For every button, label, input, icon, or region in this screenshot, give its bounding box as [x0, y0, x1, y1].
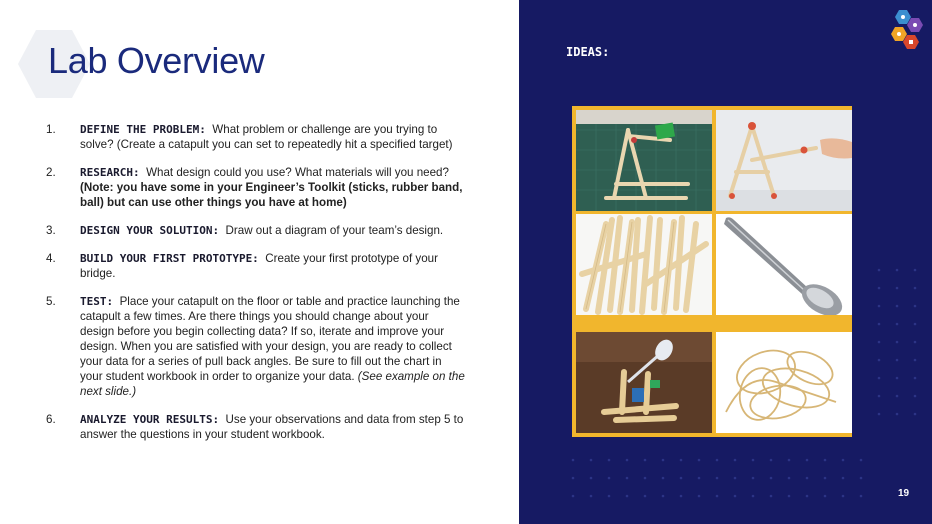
step-note: (See example on the next slide.)	[80, 370, 465, 398]
hexagon-logo-icon	[886, 8, 928, 56]
step-keyword: DEFINE THE PROBLEM:	[80, 123, 206, 136]
steps-list	[46, 122, 466, 455]
step-note: (Note: you have some in your Engineer’s Toolkit (sticks, rubber band, ball) but can use other things you have at home)	[80, 181, 463, 209]
step-text: Use your observations and data from step 5 to answer the questions in your student workbook.	[80, 413, 464, 441]
list-item: 6. ANALYZE YOUR RESULTS: Use your observations and data from step 5 to answer the questions in your student workbook.	[46, 413, 464, 441]
list-item: 5. TEST: Place your catapult on the floor or table and practice launching the catapult a few times. Are there things you should change about your design before you begin collecting data? If so, iterate and improve your design. When you are satisfied with your design, you are ready to collect your data for a series of pull back angles. Be sure to fill out the chart in your student workbook in order to organize your data. (See example on the next slide.)	[46, 295, 465, 398]
ideas-label: IDEAS:	[566, 45, 610, 59]
ideas-image-grid	[572, 106, 852, 437]
list-item: 1. DEFINE THE PROBLEM: What problem or challenge are you trying to solve? (Create a catapult you can set to repeatedly hit a specified target)	[46, 123, 453, 151]
step-text: Draw out a diagram of your team’s design.	[225, 224, 444, 237]
page-number: 19	[898, 488, 910, 499]
list-item: 2. RESEARCH: What design could you use? What materials will you need? (Note: you have some in your Engineer’s Toolkit (sticks, rubber band, ball) but can use other things you have at home)	[46, 166, 463, 209]
list-item: 4. BUILD YOUR FIRST PROTOTYPE: Create your first prototype of your bridge.	[46, 252, 438, 280]
image-spoon-catapult-with-clothespins	[576, 332, 712, 433]
step-text: What design could you use? What materials will you need?	[146, 166, 449, 179]
image-popsicle-stick-a-frame-catapult	[716, 110, 852, 211]
step-keyword: DESIGN YOUR SOLUTION:	[80, 224, 220, 237]
step-text: Create your first prototype of your bridge.	[80, 252, 438, 280]
step-keyword: BUILD YOUR FIRST PROTOTYPE:	[80, 252, 259, 265]
step-keyword: ANALYZE YOUR RESULTS:	[80, 413, 220, 426]
step-text: What problem or challenge are you trying to solve? (Create a catapult you can set to repeatedly hit a specified target)	[80, 123, 453, 151]
step-keyword: TEST:	[80, 295, 114, 308]
page-title: Lab Overview	[48, 40, 265, 81]
image-craft-sticks	[576, 214, 712, 315]
image-metal-ladle	[716, 214, 852, 315]
step-keyword: RESEARCH:	[80, 166, 140, 179]
step-text: Place your catapult on the floor or table and practice launching the catapult a few times. Are there things you should change about your design before you begin collecting data? If so, iterate and improve your design. When you are satisfied with your design, you are ready to collect your data for a series of pull back angles. Be sure to fill out the chart in your student workbook in order to organize your data.	[80, 295, 460, 383]
list-item: 3. DESIGN YOUR SOLUTION: Draw out a diagram of your team’s design.	[46, 224, 444, 237]
image-rubber-bands	[716, 332, 852, 433]
image-catapult-prototype-green	[576, 110, 712, 211]
